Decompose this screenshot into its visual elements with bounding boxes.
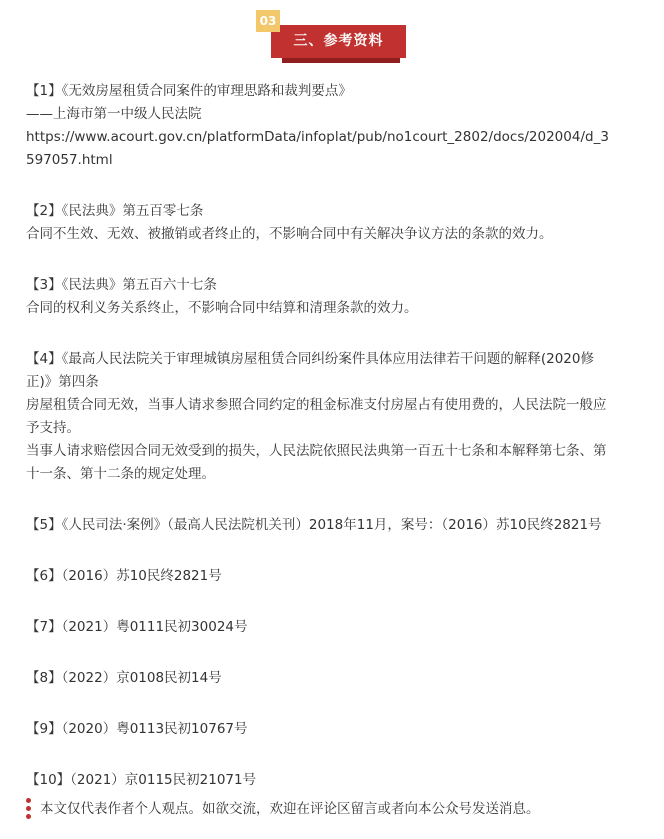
reference-list	[26, 80, 640, 792]
reference-item: 【6】（2016）苏10民终2821号	[26, 568, 222, 584]
reference-title: 【3】《民法典》第五百六十七条	[26, 277, 217, 293]
reference-item	[26, 274, 640, 320]
reference-body: 十一条、第十二条的规定处理。	[26, 466, 215, 482]
section-header	[256, 10, 416, 62]
section-number-badge: 03	[256, 10, 280, 32]
reference-title-cont: 正)》第四条	[26, 374, 99, 390]
reference-body: 合同的权利义务关系终止，不影响合同中结算和清理条款的效力。	[26, 300, 418, 316]
reference-item: 【5】《人民司法·案例》（最高人民法院机关刊）2018年11月，案号：（2016）苏10民终2821号	[26, 517, 602, 533]
reference-body: 房屋租赁合同无效，当事人请求参照合同约定的租金标准支付房屋占有使用费的，人民法院一般应	[26, 397, 607, 413]
reference-body: 予支持。	[26, 420, 80, 436]
reference-source: ——上海市第一中级人民法院	[26, 106, 202, 122]
dots-icon	[26, 798, 32, 820]
reference-item: 【8】（2022）京0108民初14号	[26, 670, 222, 686]
reference-item: 【7】（2021）粤0111民初30024号	[26, 619, 248, 635]
reference-item	[26, 80, 640, 172]
reference-item	[26, 200, 640, 246]
reference-item: 【9】（2020）粤0113民初10767号	[26, 721, 248, 737]
reference-body: 当事人请求赔偿因合同无效受到的损失，人民法院依照民法典第一百五十七条和本解释第七条、第	[26, 443, 607, 459]
disclaimer-text: 本文仅代表作者个人观点。如欲交流，欢迎在评论区留言或者向本公众号发送消息。	[40, 801, 540, 817]
disclaimer	[26, 798, 646, 820]
reference-title: 【1】《无效房屋租赁合同案件的审理思路和裁判要点》	[26, 83, 352, 99]
reference-item: 【10】（2021）京0115民初21071号	[26, 772, 257, 788]
reference-body: 合同不生效、无效、被撤销或者终止的，不影响合同中有关解决争议方法的条款的效力。	[26, 226, 553, 242]
reference-item	[26, 348, 640, 486]
reference-link[interactable]: https://www.acourt.gov.cn/platformData/infoplat/pub/no1court_2802/docs/202004/d_3	[26, 129, 609, 145]
section-title: 三、参考资料	[271, 25, 406, 58]
reference-title: 【4】《最高人民法院关于审理城镇房屋租赁合同纠纷案件具体应用法律若干问题的解释(2020修	[26, 351, 594, 367]
reference-link-cont[interactable]: 597057.html	[26, 152, 113, 168]
reference-title: 【2】《民法典》第五百零七条	[26, 203, 204, 219]
